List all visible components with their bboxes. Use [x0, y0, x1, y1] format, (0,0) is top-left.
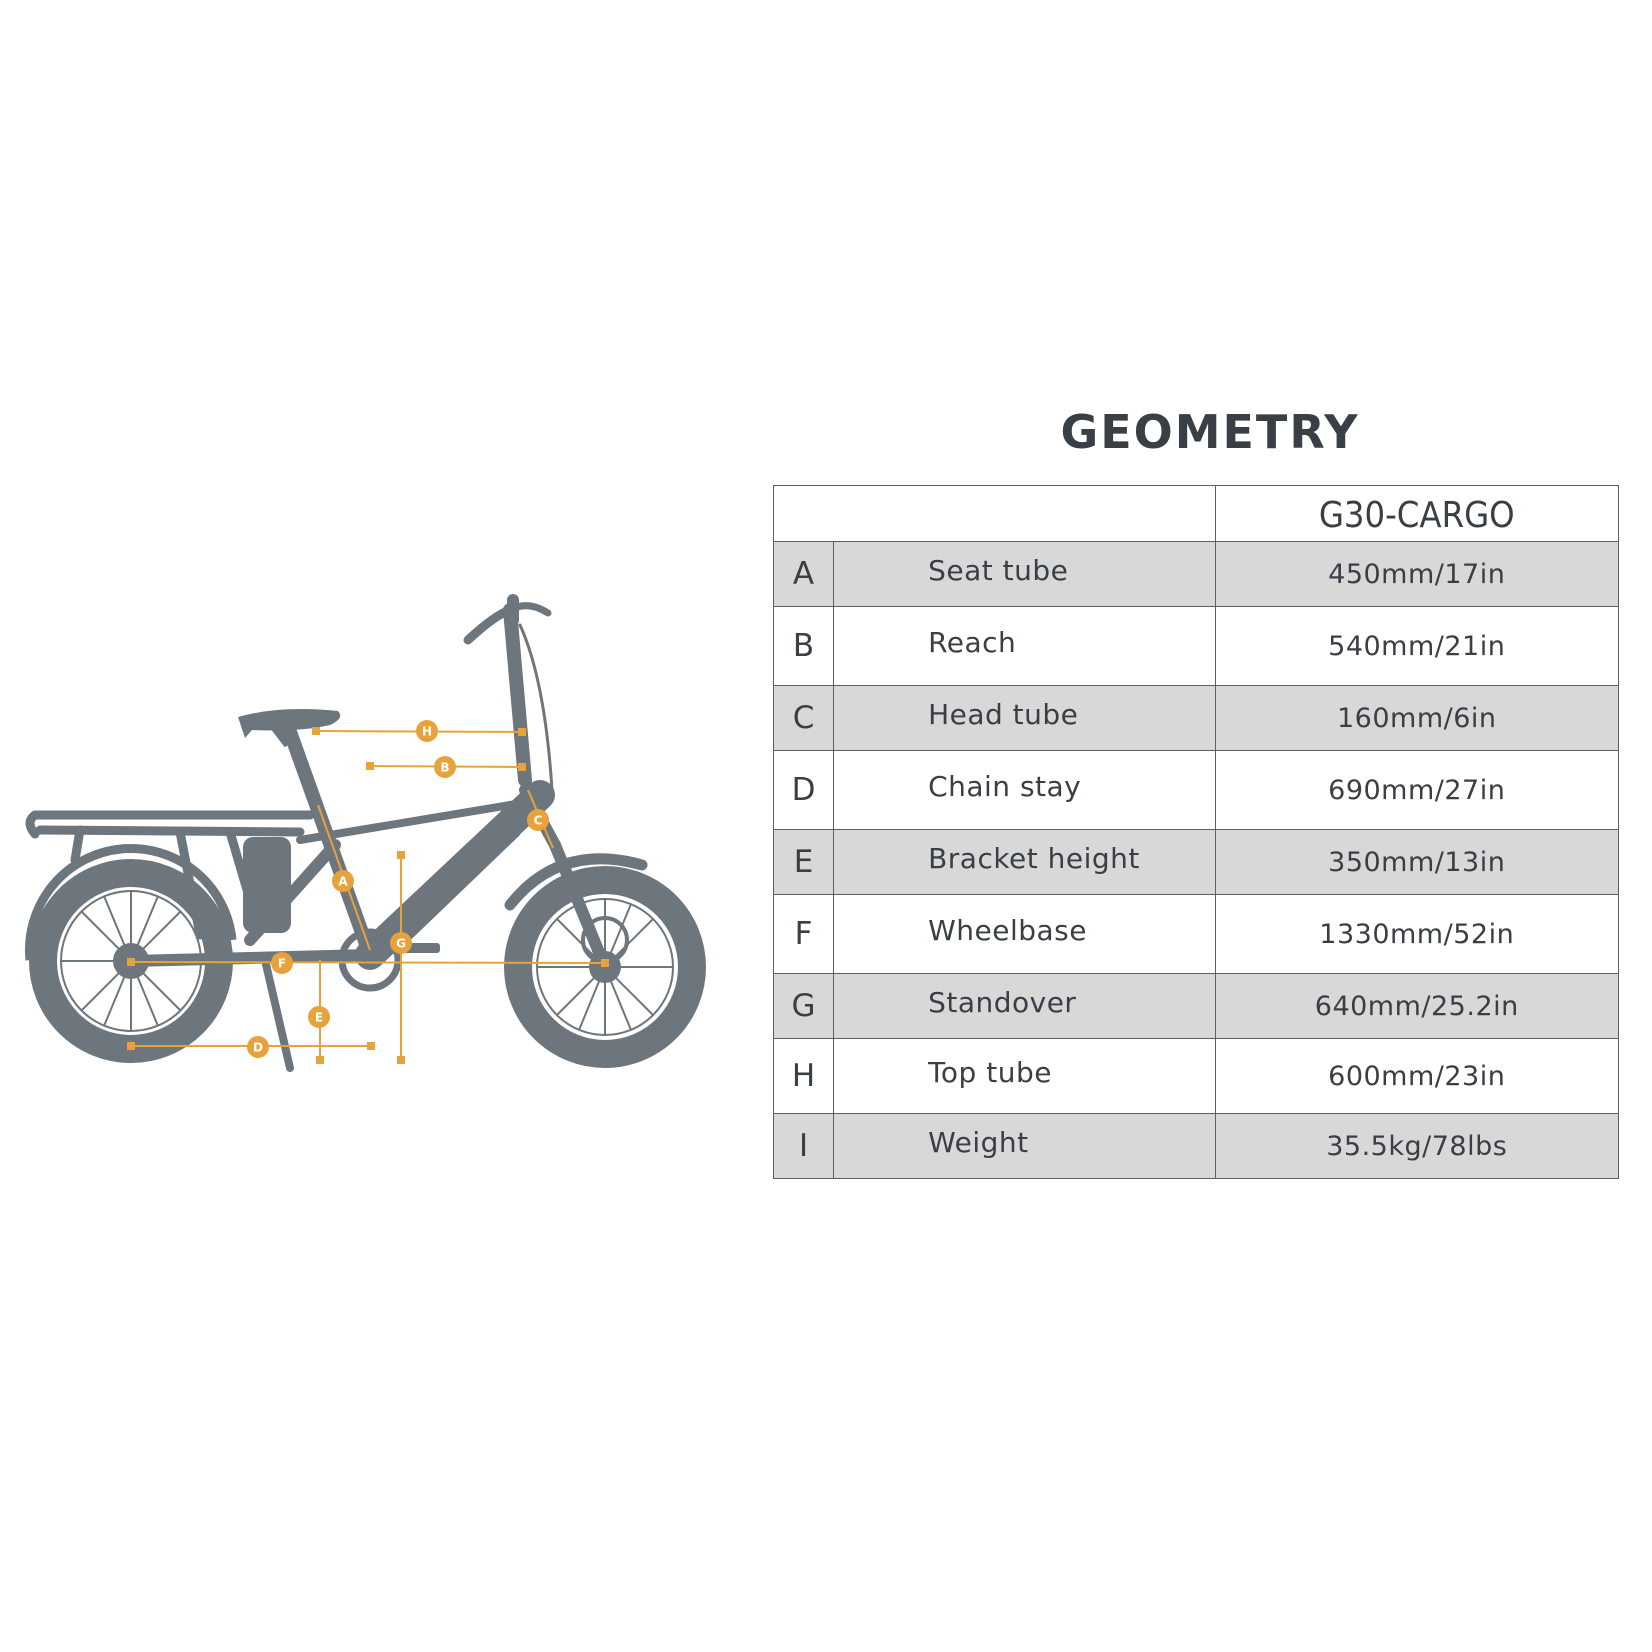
row-letter: A: [774, 542, 834, 607]
row-value: 1330mm/52in: [1215, 895, 1619, 974]
bike-silhouette: [30, 600, 692, 1068]
row-name: Chain stay: [834, 751, 1215, 830]
row-value: 600mm/23in: [1215, 1039, 1619, 1114]
marker-d: [247, 1036, 269, 1058]
marker-a: [332, 870, 354, 892]
table-row: [774, 542, 1619, 607]
row-name: Top tube: [834, 1039, 1215, 1114]
row-value: 540mm/21in: [1215, 607, 1619, 686]
row-value: 160mm/6in: [1215, 686, 1619, 751]
bike-diagram: [0, 0, 720, 1652]
row-name: Standover: [834, 974, 1215, 1039]
row-name: Bracket height: [834, 830, 1215, 895]
marker-f: [271, 952, 293, 974]
svg-text:G: G: [396, 936, 406, 951]
svg-text:B: B: [440, 760, 450, 775]
row-name: Weight: [834, 1114, 1215, 1179]
row-value: 450mm/17in: [1215, 542, 1619, 607]
row-value: 350mm/13in: [1215, 830, 1619, 895]
svg-text:D: D: [253, 1040, 263, 1055]
geometry-table: [773, 485, 1619, 1179]
row-name: Head tube: [834, 686, 1215, 751]
model-header: G30-CARGO: [1215, 486, 1619, 542]
svg-text:C: C: [533, 813, 543, 828]
table-row: [774, 1039, 1619, 1114]
svg-text:E: E: [314, 1010, 324, 1025]
row-letter: H: [774, 1039, 834, 1114]
row-name: Wheelbase: [834, 895, 1215, 974]
row-value: 690mm/27in: [1215, 751, 1619, 830]
table-row: [774, 974, 1619, 1039]
row-letter: G: [774, 974, 834, 1039]
row-letter: E: [774, 830, 834, 895]
table-row: [774, 895, 1619, 974]
marker-e: [308, 1006, 330, 1028]
row-letter: I: [774, 1114, 834, 1179]
marker-b: [434, 756, 456, 778]
table-row: [774, 751, 1619, 830]
kickstand: [265, 960, 290, 1068]
row-value: 35.5kg/78lbs: [1215, 1114, 1619, 1179]
row-letter: F: [774, 895, 834, 974]
table-row: [774, 607, 1619, 686]
svg-text:A: A: [338, 874, 348, 889]
svg-text:H: H: [421, 724, 433, 739]
marker-c: [527, 809, 549, 831]
marker-h: [416, 720, 438, 742]
row-letter: C: [774, 686, 834, 751]
geometry-title: GEOMETRY: [1060, 405, 1360, 459]
svg-text:F: F: [277, 956, 287, 971]
table-row: [774, 686, 1619, 751]
table-row: [774, 830, 1619, 895]
table-row: [774, 1114, 1619, 1179]
row-name: Seat tube: [834, 542, 1215, 607]
row-name: Reach: [834, 607, 1215, 686]
header-blank-cell: [774, 486, 1216, 542]
row-value: 640mm/25.2in: [1215, 974, 1619, 1039]
marker-g: [390, 932, 412, 954]
row-letter: D: [774, 751, 834, 830]
row-letter: B: [774, 607, 834, 686]
table-header-row: [774, 486, 1619, 542]
